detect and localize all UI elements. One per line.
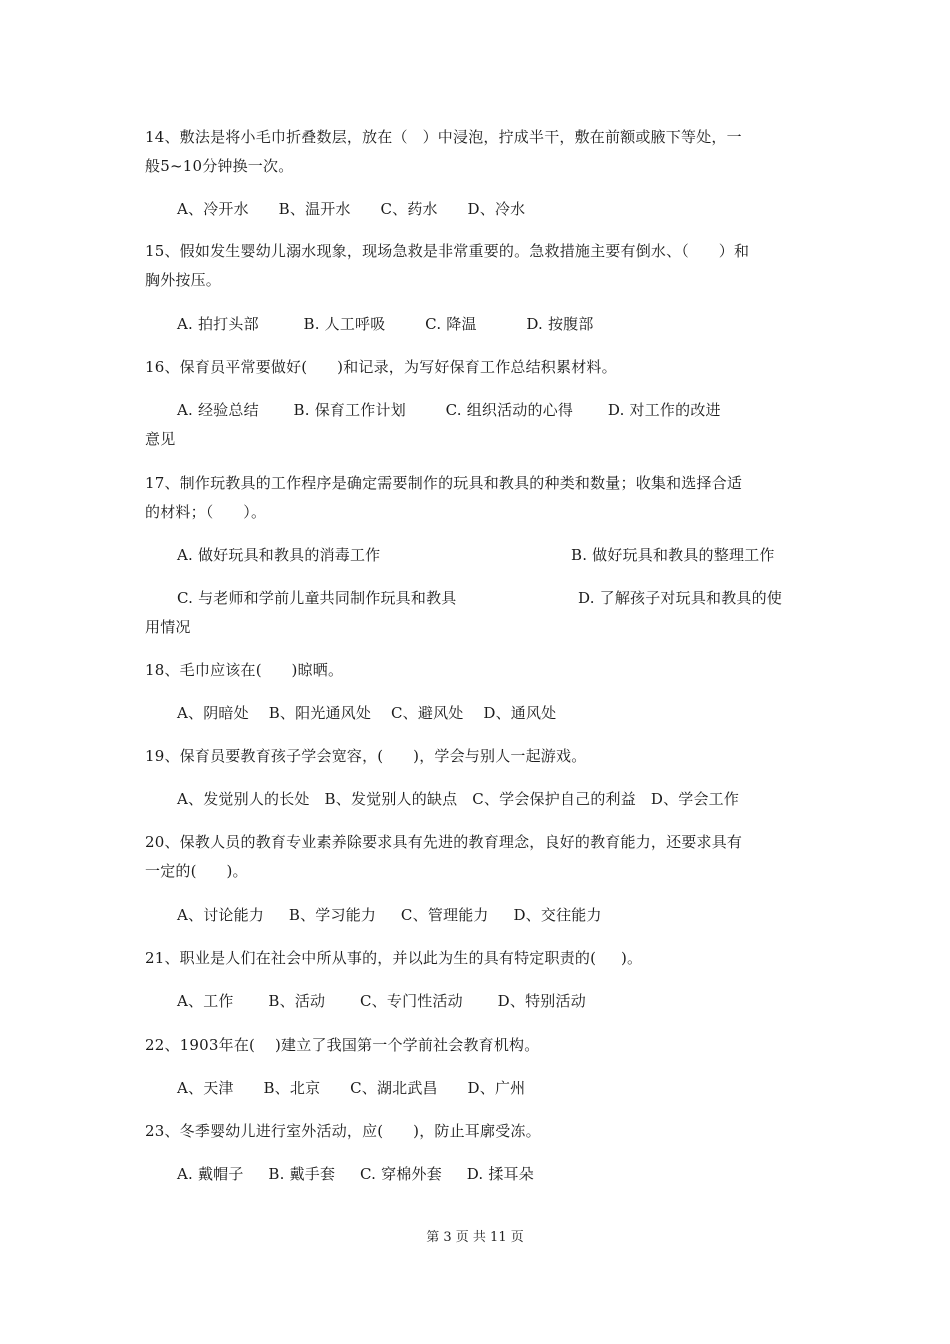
question-17-stem-line1: 17、制作玩教具的工作程序是确定需要制作的玩具和教具的种类和数量；收集和选择合适 bbox=[145, 474, 743, 492]
question-16-options-line2: 意见 bbox=[145, 430, 176, 448]
question-20-stem-line2: 一定的( )。 bbox=[145, 862, 248, 880]
question-17-option-c: C. 与老师和学前儿童共同制作玩具和教具 bbox=[177, 589, 457, 607]
question-21-options: A、工作 B、活动 C、专门性活动 D、特别活动 bbox=[177, 992, 586, 1010]
question-15-stem-line1: 15、假如发生婴幼儿溺水现象，现场急救是非常重要的。急救措施主要有倒水、（ ）和 bbox=[145, 242, 750, 260]
question-17-option-a: A. 做好玩具和教具的消毒工作 bbox=[177, 546, 381, 564]
question-15-options: A. 拍打头部 B. 人工呼吸 C. 降温 D. 按腹部 bbox=[177, 315, 594, 333]
question-23-stem-line1: 23、冬季婴幼儿进行室外活动，应( )，防止耳廓受冻。 bbox=[145, 1122, 541, 1140]
page-footer-page-number: 第 3 页 共 11 页 bbox=[426, 1230, 524, 1245]
question-18-stem-line1: 18、毛巾应该在( )晾晒。 bbox=[145, 661, 344, 679]
question-17-option-b: B. 做好玩具和教具的整理工作 bbox=[571, 546, 775, 564]
question-14-stem-line1: 14、敷法是将小毛巾折叠数层，放在（ ）中浸泡，拧成半干，敷在前额或腋下等处，一 bbox=[145, 128, 742, 146]
question-16-options: A. 经验总结 B. 保育工作计划 C. 组织活动的心得 D. 对工作的改进 bbox=[177, 401, 721, 419]
question-22-options: A、天津 B、北京 C、湖北武昌 D、广州 bbox=[177, 1079, 526, 1097]
question-20-options: A、讨论能力 B、学习能力 C、管理能力 D、交往能力 bbox=[177, 906, 602, 924]
question-18-options: A、阴暗处 B、阳光通风处 C、避风处 D、通风处 bbox=[177, 704, 557, 722]
question-17-stem-line2: 的材料；（ ）。 bbox=[145, 503, 267, 521]
question-23-options: A. 戴帽子 B. 戴手套 C. 穿棉外套 D. 揉耳朵 bbox=[177, 1165, 534, 1183]
question-16-stem-line1: 16、保育员平常要做好( )和记录，为写好保育工作总结积累材料。 bbox=[145, 358, 617, 376]
question-19-options: A、发觉别人的长处 B、发觉别人的缺点 C、学会保护自己的利益 D、学会工作 bbox=[177, 790, 740, 808]
question-20-stem-line1: 20、保教人员的教育专业素养除要求具有先进的教育理念，良好的教育能力，还要求具有 bbox=[145, 833, 743, 851]
question-17-option-d: D. 了解孩子对玩具和教具的使 bbox=[578, 589, 783, 607]
question-17-options-line3: 用情况 bbox=[145, 618, 191, 636]
question-14-stem-line2: 般5~10分钟换一次。 bbox=[145, 157, 294, 175]
question-22-stem-line1: 22、1903年在( )建立了我国第一个学前社会教育机构。 bbox=[145, 1036, 540, 1054]
question-21-stem-line1: 21、职业是人们在社会中所从事的，并以此为生的具有特定职责的( )。 bbox=[145, 949, 643, 967]
question-14-options: A、冷开水 B、温开水 C、药水 D、冷水 bbox=[177, 200, 526, 218]
question-15-stem-line2: 胸外按压。 bbox=[145, 271, 222, 289]
question-19-stem-line1: 19、保育员要教育孩子学会宽容，( )，学会与别人一起游戏。 bbox=[145, 747, 587, 765]
